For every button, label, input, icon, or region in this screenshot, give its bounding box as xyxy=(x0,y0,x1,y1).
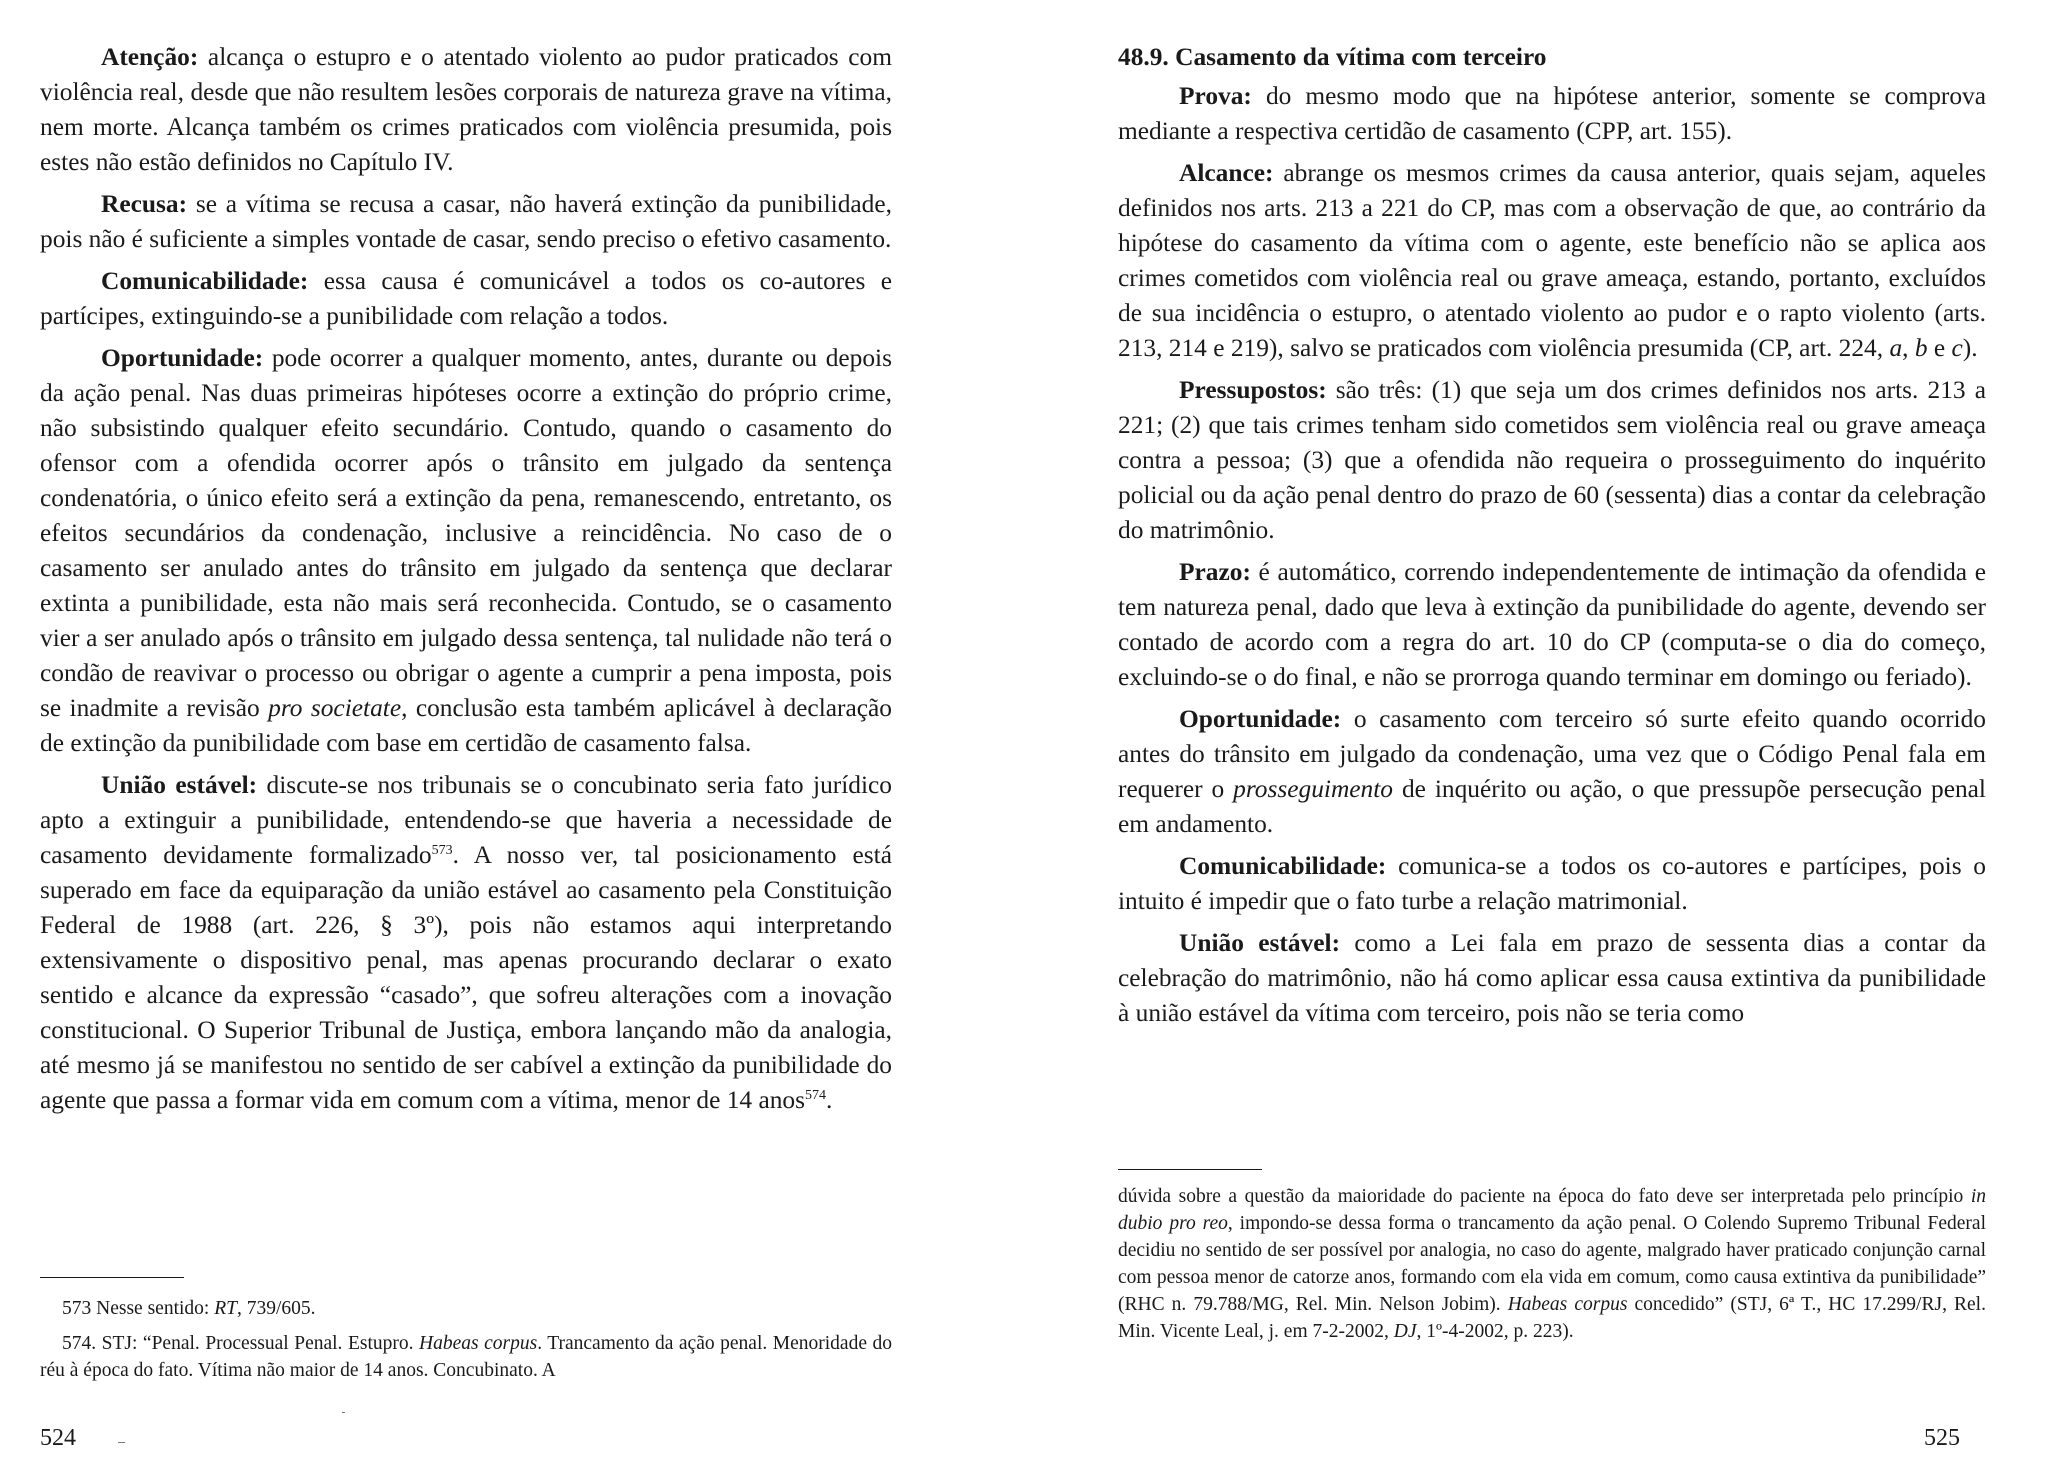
paragraph-text: alcança o estupro e o atentado violento ao pudor praticados com violência real, desde que não resultem lesões corporais de natureza grave na vítima, nem morte. Alcança também os crimes praticados com violência presumida, pois estes não estão definidos no Capítulo IV. xyxy=(40,43,892,176)
paragraph-text: . xyxy=(826,1086,833,1114)
footnote-text: . Trancamento da ação penal. Menoridade do réu à época do fato. Vítima não maior de 14 anos. Concubinato. A xyxy=(40,1333,892,1381)
footnote-574-continued xyxy=(1118,1183,1986,1345)
footnote-ref-574: 574 xyxy=(805,1088,826,1103)
paragraph-text: são três: (1) que seja um dos crimes definidos nos arts. 213 a 221; (2) que tais crimes tenham sido cometidos sem violência real ou grave ameaça contra a pessoa; (3) que a ofendida não requeira o prosseguimento do inquérito policial ou da ação penal dentro do prazo de 60 (sessenta) dias a contar da celebração do matrimônio. xyxy=(1118,376,1986,544)
footnote-divider xyxy=(40,1277,184,1278)
footnote-text: , 739/605. xyxy=(236,1298,316,1319)
paragraph-lead: Prova: xyxy=(1179,82,1252,110)
paragraph-comunicabilidade xyxy=(1118,849,1986,919)
right-page xyxy=(1050,0,2048,1472)
paragraph-lead: Oportunidade: xyxy=(101,344,264,372)
paragraph-italic: a xyxy=(1889,334,1903,362)
paragraph-lead: Comunicabilidade: xyxy=(101,267,309,295)
paragraph-text: pode ocorrer a qualquer momento, antes, durante ou depois da ação penal. Nas duas primeiras hipóteses ocorre a extinção do próprio crime, não subsistindo qualquer efeito secundário. Contudo, quando o casamento do ofensor com a ofendida ocorrer após o trânsito em julgado da sentença condenatória, o único efeito será a extinção da pena, remanescendo, entretanto, os efeitos secundários da condenação, inclusive a reincidência. No caso de o casamento ser anulado antes do trânsito em julgado da sentença que declarar extinta a punibilidade, esta não mais será reconhecida. Contudo, se o casamento vier a ser anulado após o trânsito em julgado dessa sentença, tal nulidade não terá o condão de reavivar o processo ou obrigar o agente a cumprir a pena imposta, pois se inadmite a revisão xyxy=(40,344,892,722)
footnote-italic: in dubio pro reo xyxy=(1118,1186,1986,1234)
footnote-574 xyxy=(40,1330,892,1384)
paragraph-text: é automático, correndo independentemente de intimação da ofendida e tem natureza penal, dado que leva à extinção da punibilidade do agente, devendo ser contado de acordo com a regra do art. 10 do CP (computa-se o dia do começo, excluindo-se o do final, e não se prorroga quando terminar em domingo ou feriado). xyxy=(1118,558,1986,691)
footnote-text: , impondo-se dessa forma o trancamento da ação penal. O Colendo Supremo Tribunal Federal decidiu no sentido de ser possível por analogia, no caso do agente, malgrado haver praticado conjunção carnal com pessoa menor de catorze anos, formando com ela vida em comum, como causa extintiva da punibilidade” (RHC n. 79.788/MG, Rel. Min. Nelson Jobim). xyxy=(1118,1213,1986,1315)
scan-mark xyxy=(118,1442,125,1443)
page-number: 524 xyxy=(40,1425,76,1451)
paragraph-lead: Atenção: xyxy=(101,43,199,71)
page-number: 525 xyxy=(1924,1425,1960,1451)
paragraph-text: , conclusão esta também aplicável à declaração de extinção da punibilidade com base em certidão de casamento falsa. xyxy=(40,694,892,757)
footnote-italic: Habeas corpus xyxy=(419,1333,538,1354)
left-footnotes xyxy=(40,1295,892,1392)
paragraph-recusa xyxy=(40,187,892,257)
paragraph-prazo xyxy=(1118,555,1986,695)
footnote-italic: RT xyxy=(214,1298,237,1319)
section-title: 48.9. Casamento da vítima com terceiro xyxy=(1118,43,1547,71)
footnote-divider xyxy=(1118,1169,1262,1170)
paragraph-comunicabilidade xyxy=(40,264,892,334)
scan-mark xyxy=(342,1412,345,1413)
paragraph-text: ). xyxy=(1962,334,1978,362)
paragraph-lead: Oportunidade: xyxy=(1179,705,1342,733)
left-body-text xyxy=(40,40,892,1125)
paragraph-alcance xyxy=(1118,156,1986,366)
paragraph-uniao-estavel xyxy=(40,768,892,1118)
paragraph-prova xyxy=(1118,79,1986,149)
paragraph-text: do mesmo modo que na hipótese anterior, somente se comprova mediante a respectiva certidão de casamento (CPP, art. 155). xyxy=(1118,82,1986,145)
footnote-ref-573: 573 xyxy=(431,843,453,858)
right-body-text xyxy=(1118,40,1986,1038)
paragraph-lead: Comunicabilidade: xyxy=(1179,852,1387,880)
paragraph-atencao xyxy=(40,40,892,180)
paragraph-lead: União estável: xyxy=(1179,929,1341,957)
paragraph-text: abrange os mesmos crimes da causa anterior, quais sejam, aqueles definidos nos arts. 213 a 221 do CP, mas com a observação de que, ao contrário da hipótese do casamento da vítima com o agente, este benefício não se aplica aos crimes cometidos com violência real ou grave ameaça, estando, portanto, excluídos de sua incidência o estupro, o atentado violento ao pudor e o rapto violento (arts. 213, 214 e 219), salvo se praticados com violência presumida (CP, art. 224, xyxy=(1118,159,1986,362)
paragraph-text: , xyxy=(1902,334,1915,362)
footnote-text: dúvida sobre a questão da maioridade do paciente na época do fato deve ser interpretada pelo princípio xyxy=(1118,1186,1971,1207)
footnote-italic: Habeas corpus xyxy=(1507,1294,1628,1315)
paragraph-uniao-estavel xyxy=(1118,926,1986,1031)
paragraph-italic: pro societate xyxy=(268,694,402,722)
paragraph-text: de inquérito ou ação, o que pressupõe persecução penal em andamento. xyxy=(1118,775,1986,838)
paragraph-italic: prosseguimento xyxy=(1233,775,1393,803)
footnote-text: , 1º-4-2002, p. 223). xyxy=(1416,1321,1574,1342)
paragraph-text: discute-se nos tribunais se o concubinato seria fato jurídico apto a extinguir a punibilidade, entendendo-se que haveria a necessidade de casamento devidamente formalizado xyxy=(40,771,892,869)
footnote-text: concedido” (STJ, 6ª T., HC 17.299/RJ, Rel. Min. Vicente Leal, j. em 7-2-2002, xyxy=(1118,1294,1986,1342)
left-page xyxy=(0,0,1010,1472)
footnote-573 xyxy=(40,1295,892,1322)
paragraph-lead: Prazo: xyxy=(1179,558,1251,586)
paragraph-lead: Recusa: xyxy=(101,190,188,218)
footnote-text: 574. STJ: “Penal. Processual Penal. Estupro. xyxy=(62,1333,420,1354)
paragraph-text: comunica-se a todos os co-autores e partícipes, pois o intuito é impedir que o fato turbe a relação matrimonial. xyxy=(1118,852,1986,915)
footnote-text: 573 Nesse sentido: xyxy=(62,1298,215,1319)
paragraph-text: se a vítima se recusa a casar, não haverá extinção da punibilidade, pois não é suficiente a simples vontade de casar, sendo preciso o efetivo casamento. xyxy=(40,190,892,253)
paragraph-italic: b xyxy=(1914,334,1928,362)
paragraph-pressupostos xyxy=(1118,373,1986,548)
paragraph-oportunidade xyxy=(1118,702,1986,842)
right-footnotes xyxy=(1118,1183,1986,1353)
paragraph-lead: Pressupostos: xyxy=(1179,376,1327,404)
paragraph-text: como a Lei fala em prazo de sessenta dias a contar da celebração do matrimônio, não há como aplicar essa causa extintiva da punibilidade à união estável da vítima com terceiro, pois não se teria como xyxy=(1118,929,1986,1027)
paragraph-text: . A nosso ver, tal posicionamento está superado em face da equiparação da união estável ao casamento pela Constituição Federal de 1988 (art. 226, § 3º), pois não estamos aqui interpretando extensivamente o dispositivo penal, mas apenas procurando declarar o exato sentido e alcance da expressão “casado”, que sofreu alterações com a inovação constitucional. O Superior Tribunal de Justiça, embora lançando mão da analogia, até mesmo já se manifestou no sentido de ser cabível a extinção da punibilidade do agente que passa a formar vida em comum com a vítima, menor de 14 anos xyxy=(40,841,892,1114)
paragraph-lead: Alcance: xyxy=(1179,159,1274,187)
paragraph-lead: União estável: xyxy=(101,771,258,799)
paragraph-oportunidade xyxy=(40,341,892,761)
footnote-italic: DJ xyxy=(1393,1321,1417,1342)
paragraph-text: essa causa é comunicável a todos os co-autores e partícipes, extinguindo-se a punibilidade com relação a todos. xyxy=(40,267,892,330)
paragraph-text: o casamento com terceiro só surte efeito quando ocorrido antes do trânsito em julgado da condenação, uma vez que o Código Penal fala em requerer o xyxy=(1118,705,1986,803)
paragraph-text: e xyxy=(1927,334,1952,362)
paragraph-italic: c xyxy=(1951,334,1963,362)
